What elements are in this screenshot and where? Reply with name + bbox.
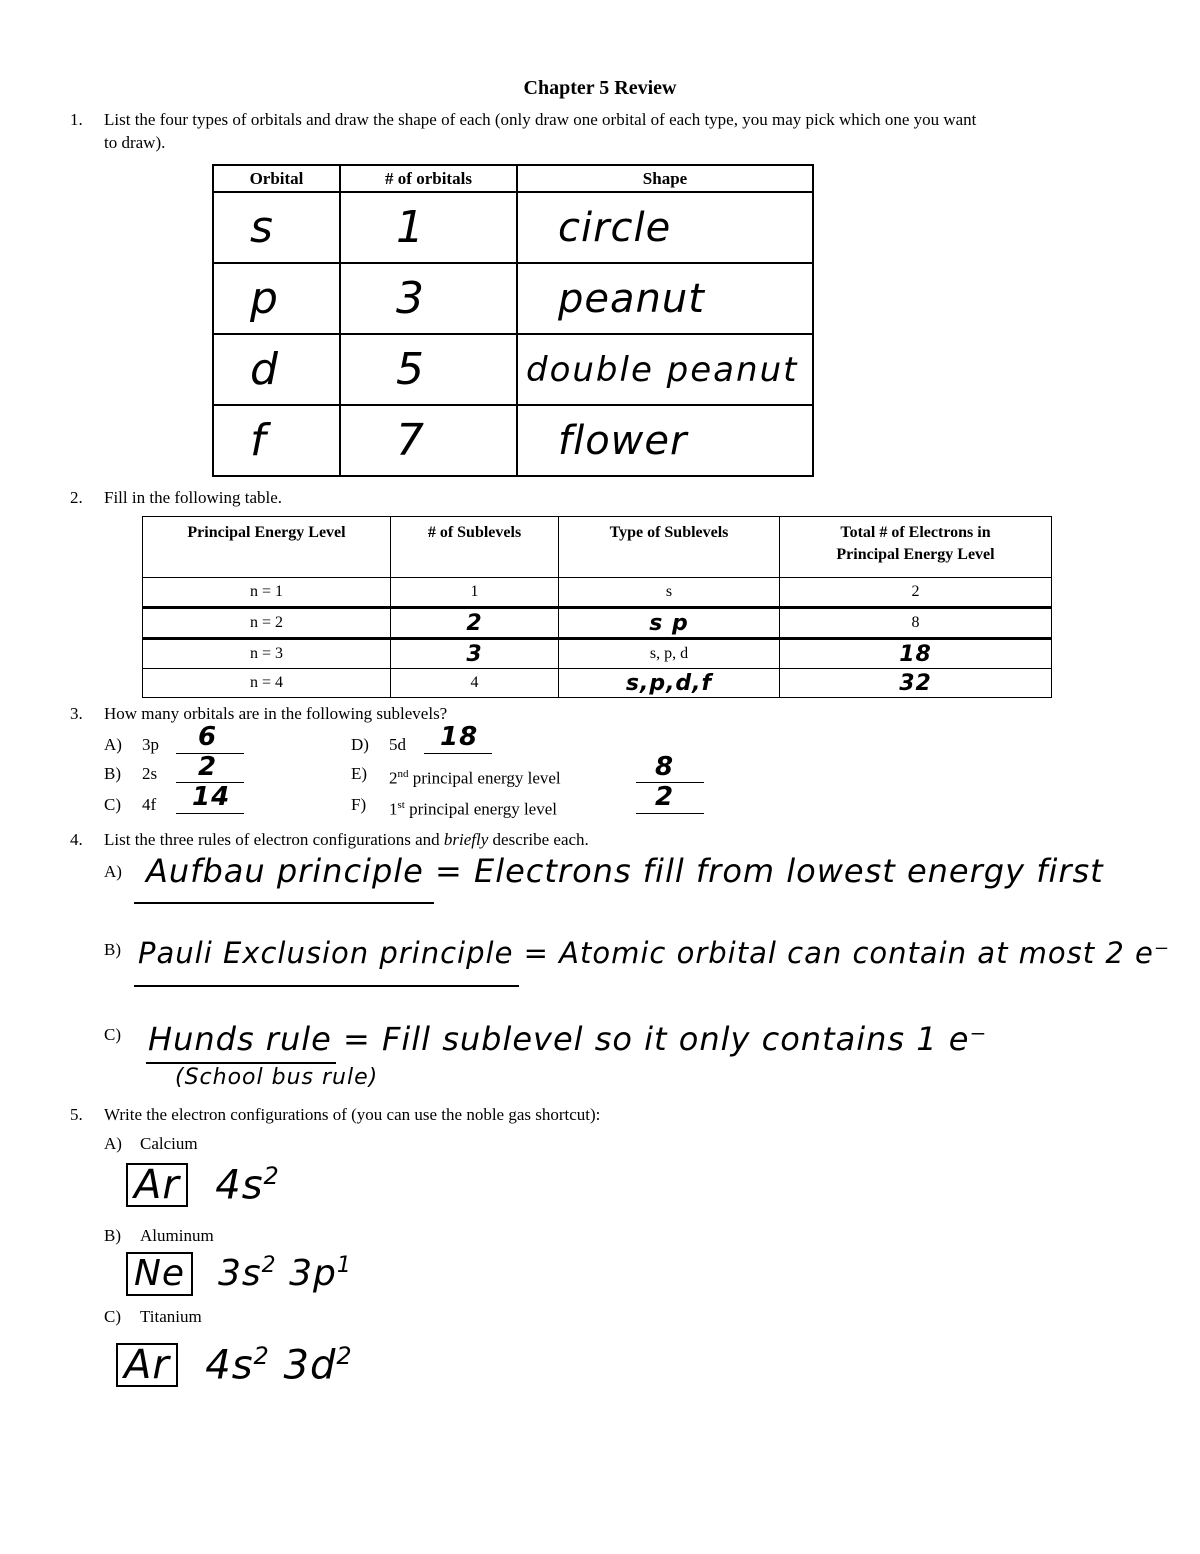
header-principal-level: Principal Energy Level: [143, 517, 391, 578]
q3-d-answer: 18: [440, 722, 479, 752]
q3-a-label: A): [104, 735, 122, 754]
table-row: [143, 578, 1052, 608]
q5-c-answer: [116, 1342, 353, 1388]
q4-b-desc: = Atomic orbital can contain at most 2 e⁻: [523, 936, 1171, 970]
q4-c-desc: = Fill sublevel so it only contains 1 e⁻: [342, 1020, 988, 1058]
table-row: [143, 669, 1052, 698]
q3-e-num: 2: [389, 768, 398, 788]
shape-answer: double peanut: [526, 349, 799, 390]
sublevels-answer: 2: [466, 610, 483, 636]
types-cell: s: [559, 578, 780, 608]
q4-c-name: Hunds rule: [148, 1020, 332, 1058]
electrons-answer: 18: [899, 641, 932, 667]
header-orbital: Orbital: [213, 165, 340, 192]
orbital-answer: p: [250, 273, 279, 324]
electrons-cell: 8: [780, 608, 1052, 639]
count-answer: 3: [396, 273, 425, 324]
table-row: [213, 405, 813, 476]
q4-text-post: describe each.: [488, 830, 589, 849]
q4-b-label: B): [104, 940, 121, 959]
page-title: Chapter 5 Review: [523, 77, 677, 99]
q5-b-label: B): [104, 1226, 121, 1245]
count-answer: 7: [396, 415, 425, 466]
q4-b-name: Pauli Exclusion principle: [138, 936, 514, 970]
level-cell: n = 1: [143, 578, 391, 608]
q3-c-text: 4f: [142, 795, 157, 814]
shape-answer: flower: [558, 417, 688, 464]
q4-b-answer: [138, 936, 1170, 970]
q5-b-exp1: 2: [261, 1253, 277, 1278]
table-row: [213, 192, 813, 263]
header-total-electrons-line2: Principal Energy Level: [836, 546, 995, 563]
q5-b-config1: 3s: [217, 1253, 262, 1294]
level-cell: n = 3: [143, 639, 391, 669]
q4-a-desc: = Electrons fill from lowest energy first: [435, 852, 1104, 890]
q1-number: 1.: [70, 110, 83, 129]
q3-f-desc: principal energy level: [404, 799, 557, 819]
q3-c-label: C): [104, 795, 121, 814]
q3-b-text: 2s: [142, 764, 158, 783]
q3-e-text: [389, 764, 561, 789]
q3-number: 3.: [70, 704, 83, 723]
q4-a-name: Aufbau principle: [146, 852, 424, 890]
q3-a-answer: 6: [198, 722, 218, 752]
q3-e-desc: principal energy level: [408, 768, 561, 788]
shape-answer: peanut: [558, 275, 705, 322]
table-row: [213, 334, 813, 405]
q4-text-em: briefly: [443, 830, 489, 849]
q5-c-exp1: 2: [253, 1342, 270, 1370]
q5-a-core: Ar: [126, 1163, 188, 1207]
q1-text-line2: to draw).: [104, 133, 166, 152]
q5-number: 5.: [70, 1105, 83, 1124]
q5-c-config1: 4s: [205, 1342, 254, 1389]
types-answer: s,p,d,f: [625, 670, 713, 696]
q3-b-answer: 2: [198, 752, 218, 782]
header-total-electrons: [780, 517, 1052, 578]
q4-number: 4.: [70, 830, 83, 849]
level-cell: n = 4: [143, 669, 391, 698]
types-answer: s p: [649, 610, 689, 636]
q5-a-answer: [126, 1162, 280, 1208]
q2-number: 2.: [70, 488, 83, 507]
count-answer: 1: [396, 202, 425, 253]
q3-e-answer: 8: [655, 752, 675, 782]
table-row: [143, 608, 1052, 639]
q3-f-answer: 2: [655, 782, 675, 812]
q5-b-element: Aluminum: [140, 1226, 214, 1245]
q3-b-label: B): [104, 764, 121, 783]
energy-table-header: [143, 517, 1052, 578]
sublevels-answer: 3: [466, 641, 483, 667]
q3-f-label: F): [351, 795, 367, 814]
orbital-table-header: [213, 165, 813, 192]
q3-f-text: [389, 795, 557, 820]
q5-text: Write the electron configurations of (you can use the noble gas shortcut):: [104, 1105, 601, 1124]
header-shape: Shape: [517, 165, 813, 192]
q3-d-text: 5d: [389, 735, 406, 754]
header-num-sublevels: # of Sublevels: [391, 517, 559, 578]
q3-e-label: E): [351, 764, 368, 783]
q5-c-label: C): [104, 1307, 121, 1326]
table-row: [213, 263, 813, 334]
header-total-electrons-line1: Total # of Electrons in: [840, 524, 991, 541]
q5-b-core: Ne: [126, 1252, 193, 1296]
table-row: [143, 639, 1052, 669]
level-cell: n = 2: [143, 608, 391, 639]
q3-f-num: 1: [389, 799, 398, 819]
q5-a-exp: 2: [263, 1162, 280, 1190]
sublevels-cell: 4: [391, 669, 559, 698]
q3-f-sup: st: [397, 799, 405, 811]
q5-a-element: Calcium: [140, 1134, 198, 1153]
q3-e-sup: nd: [397, 768, 409, 780]
q4-a-answer: [146, 852, 1104, 890]
energy-level-table: [142, 516, 1052, 698]
q5-b-answer: [126, 1252, 352, 1296]
q5-c-exp2: 2: [336, 1342, 353, 1370]
sublevels-cell: 1: [391, 578, 559, 608]
q4-c-answer: [148, 1020, 987, 1058]
electrons-answer: 32: [899, 670, 932, 696]
orbital-answer: s: [250, 202, 274, 253]
q5-b-config2: 3p: [289, 1253, 337, 1294]
q5-b-exp2: 1: [336, 1253, 352, 1278]
header-type-sublevels: Type of Sublevels: [559, 517, 780, 578]
header-num-orbitals: # of orbitals: [340, 165, 517, 192]
q4-a-label: A): [104, 862, 122, 881]
q3-text: How many orbitals are in the following sublevels?: [104, 704, 448, 723]
q3-a-text: 3p: [142, 735, 159, 754]
q5-c-core: Ar: [116, 1343, 178, 1387]
orbital-answer: d: [250, 344, 279, 395]
q5-c-element: Titanium: [140, 1307, 202, 1326]
shape-answer: circle: [558, 204, 672, 251]
q4-c-note: (School bus rule): [175, 1065, 379, 1090]
orbital-answer: f: [250, 415, 267, 466]
orbital-table: [212, 164, 814, 477]
q5-a-label: A): [104, 1134, 122, 1153]
q5-a-config: 4s: [215, 1162, 264, 1209]
electrons-cell: 2: [780, 578, 1052, 608]
q3-c-answer: 14: [192, 782, 231, 812]
q4-text-pre: List the three rules of electron configurations and: [104, 830, 444, 849]
q2-text: Fill in the following table.: [104, 488, 283, 507]
q1-text-line1: List the four types of orbitals and draw the shape of each (only draw one orbital of each type, you may pick which one you want: [104, 110, 977, 129]
types-cell: s, p, d: [559, 639, 780, 669]
q3-d-label: D): [351, 735, 369, 754]
q4-text: [104, 830, 589, 850]
q4-c-label: C): [104, 1025, 121, 1044]
q5-c-config2: 3d: [283, 1342, 337, 1389]
count-answer: 5: [396, 344, 425, 395]
